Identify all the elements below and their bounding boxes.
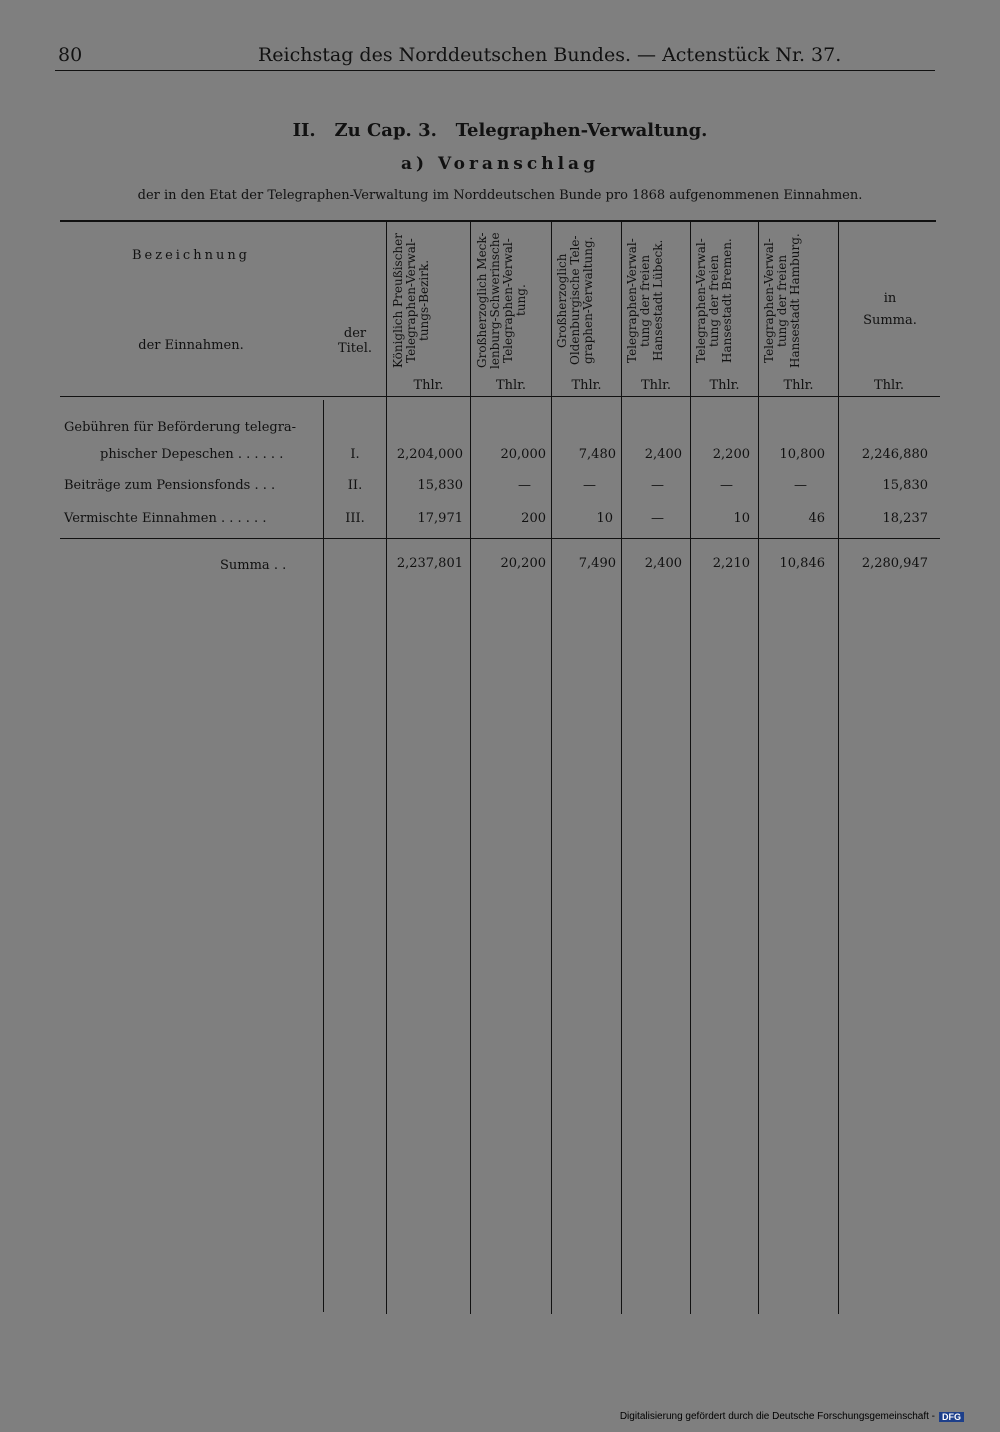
footer-text: Digitalisierung gefördert durch die Deutsche Forschungsgemeinschaft - (619, 1411, 935, 1422)
row-1-summa: 2,246,880 (861, 447, 928, 462)
row-3-bremen: 10 (733, 511, 750, 526)
total-summa: 2,280,947 (861, 556, 928, 571)
section-subheading: a) Voranschlag (401, 154, 599, 174)
row-2-bremen: — (720, 478, 733, 493)
row-1-preussen: 2,204,000 (396, 447, 463, 462)
unit-oldenburg: Thlr. (571, 378, 602, 393)
running-title: Reichstag des Norddeutschen Bundes. — Actenstück Nr. 37. (258, 44, 842, 66)
row-3-preussen: 17,971 (417, 511, 463, 526)
row-1-luebeck: 2,400 (644, 447, 682, 462)
row-2-oldenburg: — (583, 478, 596, 493)
total-oldenburg: 7,490 (578, 556, 616, 571)
total-bremen: 2,210 (712, 556, 750, 571)
row-1-mecklenburg: 20,000 (500, 447, 546, 462)
col-header-einnahmen: der Einnahmen. (138, 338, 244, 353)
unit-preussen: Thlr. (413, 378, 444, 393)
col-header-bezeichnung: Bezeichnung (131, 248, 251, 263)
col-header-bremen: Telegraphen-Verwal- tung der freien Hansestadt Bremen. (694, 238, 734, 363)
unit-hamburg: Thlr. (783, 378, 814, 393)
row-2-label: Beiträge zum Pensionsfonds . . . (64, 478, 276, 493)
section-heading: II. Zu Cap. 3. Telegraphen-Verwaltung. (292, 120, 708, 141)
row-2-hamburg: — (794, 478, 807, 493)
unit-luebeck: Thlr. (640, 378, 672, 393)
row-1-oldenburg: 7,480 (578, 447, 616, 462)
section-description: der in den Etat der Telegraphen-Verwaltung im Norddeutschen Bunde pro 1868 aufgenommenen Einnahmen. (137, 188, 863, 203)
row-2-preussen: 15,830 (417, 478, 463, 493)
row-3-luebeck: — (651, 511, 664, 526)
row-3-titel: III. (345, 511, 365, 526)
row-2-mecklenburg: — (518, 478, 531, 493)
table-top-rule (60, 220, 936, 222)
header-rule (55, 70, 935, 71)
row-3-mecklenburg: 200 (521, 511, 546, 526)
total-hamburg: 10,846 (779, 556, 825, 571)
unit-bremen: Thlr. (709, 378, 740, 393)
table-total-rule (60, 538, 940, 539)
total-mecklenburg: 20,200 (500, 556, 546, 571)
row-1-hamburg: 10,800 (779, 447, 825, 462)
row-1-label-line2: phischer Depeschen . . . . . . (100, 447, 284, 462)
col-header-mecklenburg: Großherzoglich Meck- lenburg-Schwerinsche Telegraphen-Verwal- tung. (475, 232, 528, 369)
row-2-summa: 15,830 (882, 478, 928, 493)
unit-summa: Thlr. (873, 378, 905, 393)
col-header-preussen: Königlich Preußischer Telegraphen-Verwal- tungs-Bezirk. (391, 233, 431, 368)
col-header-titel: der Titel. (337, 326, 373, 356)
col-header-luebeck: Telegraphen-Verwal- tung der freien Hansestadt Lübeck. (625, 238, 665, 363)
row-3-hamburg: 46 (808, 511, 825, 526)
col-header-summa: in Summa. (863, 291, 917, 328)
unit-mecklenburg: Thlr. (495, 378, 527, 393)
col-divider-label (323, 400, 324, 1312)
row-2-luebeck: — (651, 478, 664, 493)
table-header-rule (60, 396, 940, 397)
row-1-label-line1: Gebühren für Beförderung telegra- (64, 420, 297, 435)
row-2-titel: II. (347, 478, 363, 493)
row-3-label: Vermischte Einnahmen . . . . . . (64, 511, 267, 526)
total-luebeck: 2,400 (644, 556, 682, 571)
total-preussen: 2,237,801 (396, 556, 463, 571)
digitization-footer (620, 1411, 964, 1422)
total-label: Summa . . (220, 558, 287, 573)
page-number: 80 (58, 44, 83, 66)
row-3-summa: 18,237 (882, 511, 928, 526)
row-1-bremen: 2,200 (712, 447, 750, 462)
col-header-hamburg: Telegraphen-Verwal- tung der freien Hansestadt Hamburg. (762, 233, 802, 368)
col-header-oldenburg: Großherzoglich Oldenburgische Tele- graphen-Verwaltung. (555, 235, 595, 366)
row-1-titel: I. (350, 447, 360, 462)
row-3-oldenburg: 10 (596, 511, 613, 526)
dfg-logo: DFG (939, 1412, 964, 1422)
